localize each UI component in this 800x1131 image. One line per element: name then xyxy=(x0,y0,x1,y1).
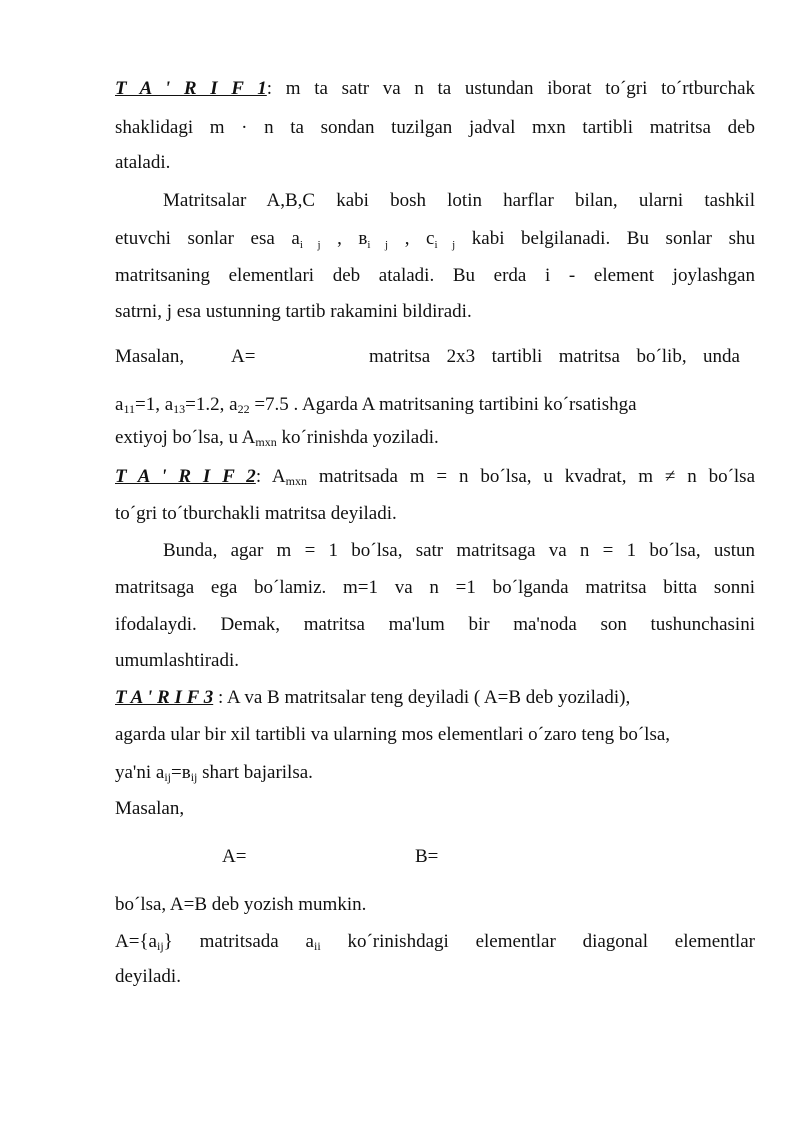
matrix-a-label: A= xyxy=(222,846,247,867)
text-line: to´gri to´tburchakli matritsa deyiladi. xyxy=(115,503,397,524)
matrix-b-label: B= xyxy=(415,846,439,867)
example-label: Masalan, xyxy=(115,798,185,819)
text-line: a11=1, a13=1.2, a22 =7.5 . Agarda A matritsaning tartibini ko´rsatishga xyxy=(115,394,637,416)
text-line: ataladi. xyxy=(115,152,171,173)
text-line: ifodalaydi. Demak, matritsa ma'lum bir ma'noda son tushunchasini xyxy=(115,614,755,635)
text-line: agarda ular bir xil tartibli va ularning mos elementlari o´zaro teng bo´lsa, xyxy=(115,724,671,745)
paragraph-line: Matritsalar A,B,C kabi bosh lotin harflar bilan, ularni tashkil xyxy=(163,190,755,211)
definition-3-line: T A ' R I F 3 : A va B matritsalar teng deyiladi ( A=B deb yoziladi), xyxy=(115,687,631,708)
text-line: bo´lsa, A=B deb yozish mumkin. xyxy=(115,894,367,915)
text-line: deyiladi. xyxy=(115,966,181,987)
matrix-a-label: A= xyxy=(231,346,256,367)
example-label: Masalan, xyxy=(115,346,185,367)
text-line: matritsaning elementlari deb ataladi. Bu erda i - element joylashgan xyxy=(115,265,755,286)
text-line: matritsa 2x3 tartibli matritsa bo´lib, unda xyxy=(369,346,740,367)
text-line: shaklidagi m · n ta sondan tuzilgan jadval mxn tartibli matritsa deb xyxy=(115,117,755,138)
definition-1-term: T A ' R I F 1 xyxy=(115,78,267,99)
text-line: etuvchi sonlar esa $a_{i j}$ , $в_{i j}$ , $c_{i j}$ kabi belgilanadi. Bu sonlar shu xyxy=(115,228,755,251)
definition-3-term: T A ' R I F 3 xyxy=(115,687,214,708)
text-line: A={aij} matritsada aii ko´rinishdagi elementlar diagonal elementlar xyxy=(115,931,755,953)
text-line: extiyoj bo´lsa, u Amxn ko´rinishda yoziladi. xyxy=(115,427,439,449)
text-line: satrni, j esa ustunning tartib rakamini bildiradi. xyxy=(115,301,472,322)
paragraph-line: Bunda, agar m = 1 bo´lsa, satr matritsaga va n = 1 bo´lsa, ustun xyxy=(163,540,755,561)
text-line: umumlashtiradi. xyxy=(115,650,240,671)
definition-2-term: T A ' R I F 2 xyxy=(115,466,256,487)
definition-1-line: T A ' R I F 1: m ta satr va n ta ustundan iborat to´gri to´rtburchak xyxy=(115,78,756,99)
definition-2-line: T A ' R I F 2: Amxn matritsada m = n bo´lsa, u kvadrat, m ≠ n bo´lsa xyxy=(115,466,756,488)
text-line: ya'ni aij=вij shart bajarilsa. xyxy=(115,762,313,784)
text-line: matritsaga ega bo´lamiz. m=1 va n =1 bo´lganda matritsa bitta sonni xyxy=(115,577,755,598)
